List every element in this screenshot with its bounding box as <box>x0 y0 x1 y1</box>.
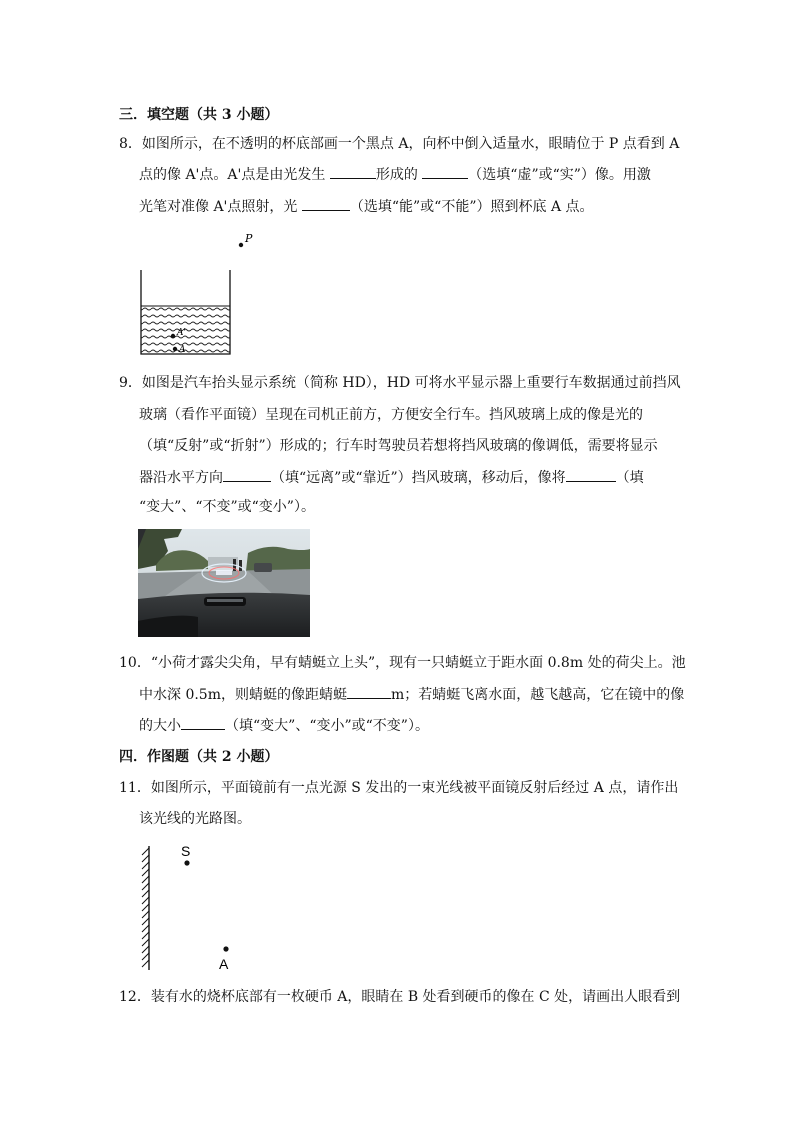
q8-line-3-b: （选填“能”或“不能”）照到杯底 A 点。 <box>349 199 594 215</box>
q12-line-1: 12．装有水的烧杯底部有一枚硬币 A，眼睛在 B 处看到硬币的像在 C 处，请画出人眼看到 <box>119 989 681 1005</box>
q8-line-3 <box>139 196 594 217</box>
q8-line-3-a: 光笔对准像 A'点照射，光 <box>139 199 302 215</box>
q10-line-3 <box>139 715 429 736</box>
q10-line-1: 10．“小荷才露尖尖角，早有蜻蜓立上头”，现有一只蜻蜓立于距水面 0.8m 处的荷尖上。池 <box>119 655 686 671</box>
q9-line-2: 玻璃（看作平面镜）呈现在司机正前方，方便安全行车。挡风玻璃上成的像是光的 <box>139 407 643 423</box>
q8-blank-1 <box>330 164 376 179</box>
point-s-label: S <box>181 843 191 859</box>
hud-car-photo <box>138 529 310 637</box>
q10-line-2 <box>139 684 684 705</box>
q9-line-1: 9．如图是汽车抬头显示系统（简称 HD），HD 可将水平显示器上重要行车数据通过前挡风 <box>119 375 681 391</box>
point-a-dot <box>173 347 177 351</box>
point-a-label: A <box>179 345 186 355</box>
point-a-image-dot <box>171 334 175 338</box>
q11-line-2: 该光线的光路图。 <box>139 811 251 827</box>
q9-line-4-c: （填 <box>615 470 644 486</box>
q10-line-2-a: 中水深 0.5m，则蜻蜓的像距蜻蜓 <box>139 687 347 703</box>
point-a-dot <box>223 946 228 951</box>
q10-line-3-b: （填“变大”、“变小”或“不变”）。 <box>225 718 429 734</box>
point-a-image-label: A' <box>177 328 186 338</box>
q8-line-1: 8．如图所示，在不透明的杯底部画一个黑点 A，向杯中倒入适量水，眼睛位于 P 点看到 A <box>119 136 680 152</box>
q9-line-4-b: （填“远离”或“靠近”）挡风玻璃，移动后，像将 <box>271 470 566 486</box>
q9-blank-1 <box>223 467 271 482</box>
mirror-hatching <box>142 848 149 967</box>
q11-line-1: 11．如图所示，平面镜前有一点光源 S 发出的一束光线被平面镜反射后经过 A 点，请作出 <box>119 780 679 796</box>
q9-line-4 <box>139 467 644 488</box>
q11-mirror-figure <box>136 838 246 974</box>
q10-blank-1 <box>347 684 391 699</box>
section-3-title: 三．填空题（共 3 小题） <box>119 107 279 123</box>
section-4-title: 四．作图题（共 2 小题） <box>119 749 279 765</box>
q9-line-5: “变大”、“不变”或“变小”）。 <box>139 499 315 515</box>
q8-line-2 <box>139 164 651 185</box>
q8-line-2-c: （选填“虚”或“实”）像。用激 <box>468 167 651 183</box>
q8-blank-2 <box>422 164 468 179</box>
point-p-label: P <box>245 232 253 245</box>
point-s-dot <box>184 860 189 865</box>
q8-line-2-a: 点的像 A'点。A'点是由光发生 <box>139 167 330 183</box>
q8-blank-3 <box>302 196 350 211</box>
point-a-label: A <box>219 956 229 972</box>
q9-line-4-a: 器沿水平方向 <box>139 470 223 486</box>
q9-line-3: （填“反射”或“折射”）形成的；行车时驾驶员若想将挡风玻璃的像调低，需要将显示 <box>139 438 658 454</box>
q10-line-3-a: 的大小 <box>139 718 181 734</box>
q8-line-2-b: 形成的 <box>375 167 423 183</box>
q8-cup-figure <box>135 228 265 360</box>
point-p-dot <box>239 243 243 247</box>
q10-line-2-b: m；若蜻蜓飞离水面，越飞越高，它在镜中的像 <box>391 687 685 703</box>
q10-blank-2 <box>181 715 225 730</box>
q9-blank-2 <box>566 467 616 482</box>
